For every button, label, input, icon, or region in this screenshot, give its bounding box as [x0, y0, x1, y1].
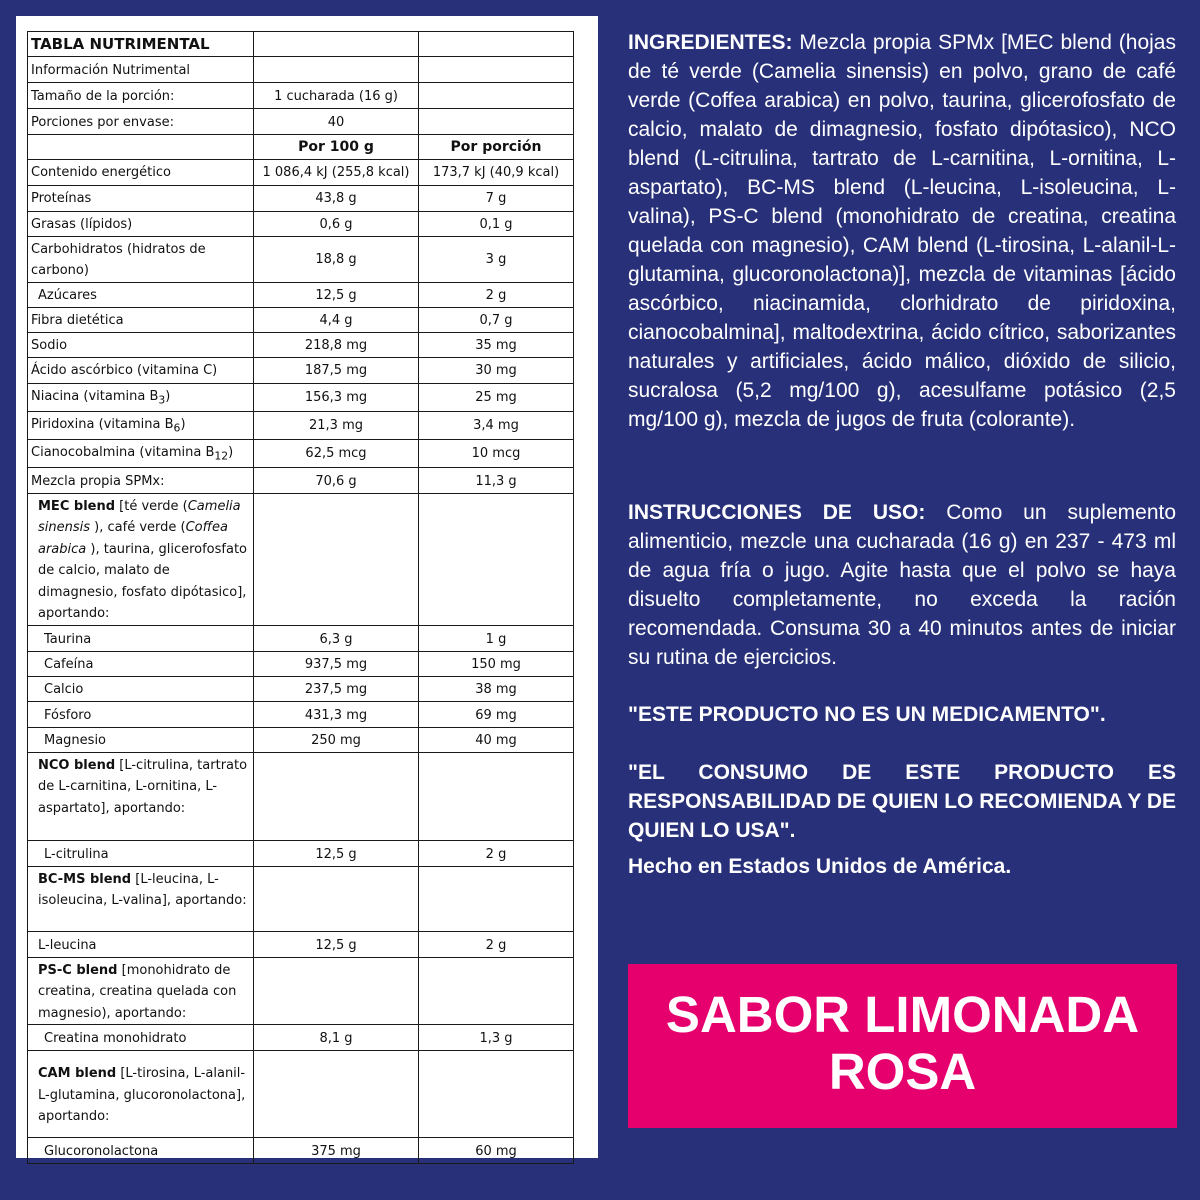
row-per-serving: 1 g — [419, 625, 574, 651]
row-label: Grasas (lípidos) — [28, 211, 254, 236]
table-row — [28, 332, 574, 357]
row-per-serving: 40 mg — [419, 727, 574, 752]
row-per100: 12,5 g — [254, 931, 419, 957]
flavor-line-2: ROSA — [828, 1043, 977, 1100]
nco-blend-description: NCO blend [L-citrulina, tartrato de L-carnitina, L-ornitina, L-aspartato], aportando: — [28, 752, 254, 840]
label-text-column — [628, 28, 1176, 881]
table-row — [28, 840, 574, 866]
row-per-serving: 1,3 g — [419, 1025, 574, 1051]
column-header-row — [28, 135, 574, 160]
row-label: Mezcla propia SPMx: — [28, 467, 254, 493]
row-per-serving: 2 g — [419, 840, 574, 866]
row-label: Magnesio — [28, 727, 254, 752]
row-per-serving: 25 mg — [419, 383, 574, 411]
row-per100: 1 086,4 kJ (255,8 kcal) — [254, 159, 419, 185]
row-per100: 431,3 mg — [254, 701, 419, 727]
row-per100: 250 mg — [254, 727, 419, 752]
row-per-serving: 60 mg — [419, 1138, 574, 1164]
table-row — [28, 185, 574, 211]
row-per100: 21,3 mg — [254, 411, 419, 439]
info-label: Información Nutrimental — [28, 57, 254, 83]
row-label: Fósforo — [28, 701, 254, 727]
row-label: Sodio — [28, 332, 254, 357]
blend-header-row — [28, 866, 574, 931]
row-per100: 0,6 g — [254, 211, 419, 236]
mec-blend-description: MEC blend [té verde (Camelia sinensis ), café verde (Coffea arabica ), taurina, glicerofosfato de calcio, malato de dimagnesio, fosfato dipótasico], aportando: — [28, 493, 254, 625]
row-label: Proteínas — [28, 185, 254, 211]
col-per100-header: Por 100 g — [254, 135, 419, 160]
row-label: Niacina (vitamina $B_3$) — [28, 383, 254, 411]
row-label: Azúcares — [28, 282, 254, 307]
col-perserving-header: Por porción — [419, 135, 574, 160]
serving-size-label: Tamaño de la porción: — [28, 83, 254, 109]
servings-label: Porciones por envase: — [28, 109, 254, 135]
ingredients-heading: INGREDIENTES: — [628, 31, 793, 54]
table-row — [28, 83, 574, 109]
row-per100: 70,6 g — [254, 467, 419, 493]
table-row — [28, 236, 574, 282]
blend-header-row — [28, 957, 574, 1025]
row-per100: 937,5 mg — [254, 651, 419, 676]
row-per100: 62,5 mcg — [254, 439, 419, 467]
row-label: Cianocobalmina (vitamina $B_{12}$) — [28, 439, 254, 467]
table-row — [28, 109, 574, 135]
psc-blend-description: PS-C blend [monohidrato de creatina, creatina quelada con magnesio), aportando: — [28, 957, 254, 1025]
ingredients-paragraph — [628, 28, 1176, 498]
flavor-banner — [628, 964, 1177, 1128]
table-title: TABLA NUTRIMENTAL — [28, 32, 254, 57]
row-label: Creatina monohidrato — [28, 1025, 254, 1051]
row-per100: 43,8 g — [254, 185, 419, 211]
warning-not-medicine: "ESTE PRODUCTO NO ES UN MEDICAMENTO". — [628, 703, 1106, 726]
table-row — [28, 411, 574, 439]
row-per-serving: 10 mcg — [419, 439, 574, 467]
row-label: Taurina — [28, 625, 254, 651]
instructions-heading: INSTRUCCIONES DE USO: — [628, 501, 926, 524]
table-row — [28, 307, 574, 332]
row-label: Fibra dietética — [28, 307, 254, 332]
blend-header-row — [28, 493, 574, 625]
row-per-serving: 173,7 kJ (40,9 kcal) — [419, 159, 574, 185]
row-per-serving: 11,3 g — [419, 467, 574, 493]
table-row — [28, 676, 574, 701]
table-row — [28, 625, 574, 651]
row-per100: 218,8 mg — [254, 332, 419, 357]
instructions-paragraph — [628, 498, 1176, 700]
row-per100: 4,4 g — [254, 307, 419, 332]
row-label: Contenido energético — [28, 159, 254, 185]
ingredients-text: Mezcla propia SPMx [MEC blend (hojas de té verde (Camelia sinensis) en polvo, grano de café verde (Coffea arabica) en polvo, taurina, glicerofosfato de calcio, malato de dimagnesio, fosfato dipótasico), NCO blend (L-citrulina, tartrato de L-carnitina, L-ornitina, L-aspartato), BC-MS blend (L-leucina, L-isoleucina, L-valina), PS-C blend (monohidrato de creatina, creatina quelada con magnesio), CAM blend (L-tirosina, L-alanil-L-glutamina, glucoronolactona)], mezcla de vitaminas [ácido ascórbico, niacinamida, clorhidrato de piridoxina, cianocobalmina], maltodextrina, ácido cítrico, saborizantes naturales y artificiales, ácido málico, dióxido de silicio, sucralosa (5,2 mg/100 g), acesulfame potásico (2,5 mg/100 g), mezcla de jugos de fruta (colorante). — [628, 31, 1176, 431]
row-per100: 18,8 g — [254, 236, 419, 282]
nutrition-panel — [16, 16, 598, 1158]
row-per100: 12,5 g — [254, 282, 419, 307]
row-label: Calcio — [28, 676, 254, 701]
nutrition-table — [27, 31, 574, 1164]
row-per100: 375 mg — [254, 1138, 419, 1164]
row-per-serving: 3,4 mg — [419, 411, 574, 439]
row-per-serving: 0,1 g — [419, 211, 574, 236]
row-label: Glucoronolactona — [28, 1138, 254, 1164]
table-row — [28, 651, 574, 676]
row-per100: 237,5 mg — [254, 676, 419, 701]
table-row — [28, 57, 574, 83]
row-per-serving: 35 mg — [419, 332, 574, 357]
table-row — [28, 1025, 574, 1051]
instructions-text: Como un suplemento alimenticio, mezcle una cucharada (16 g) en 237 - 473 ml de agua fría o jugo. Agite hasta que el polvo se haya disuelto completamente, no exceda la ración recomendada. Consuma 30 a 40 minutos antes de iniciar su rutina de ejercicios. — [628, 501, 1177, 669]
row-label: Piridoxina (vitamina $B_6$) — [28, 411, 254, 439]
table-title-row — [28, 32, 574, 57]
row-label: L-leucina — [28, 931, 254, 957]
row-per-serving: 0,7 g — [419, 307, 574, 332]
table-row — [28, 931, 574, 957]
row-per-serving: 2 g — [419, 931, 574, 957]
table-row — [28, 701, 574, 727]
blend-header-row — [28, 1051, 574, 1138]
table-row — [28, 1138, 574, 1164]
row-per100: 156,3 mg — [254, 383, 419, 411]
row-label: Ácido ascórbico (vitamina C) — [28, 357, 254, 383]
row-label: Carbohidratos (hidratos de carbono) — [28, 236, 254, 282]
row-per100: 6,3 g — [254, 625, 419, 651]
bcms-blend-description: BC-MS blend [L-leucina, L-isoleucina, L-valina], aportando: — [28, 866, 254, 931]
row-per-serving: 69 mg — [419, 701, 574, 727]
warning-responsibility: "EL CONSUMO DE ESTE PRODUCTO ES RESPONSABILIDAD DE QUIEN LO RECOMIENDA Y DE QUIEN LO USA". — [628, 761, 1177, 842]
row-per-serving: 2 g — [419, 282, 574, 307]
table-row — [28, 383, 574, 411]
made-in-text: Hecho en Estados Unidos de América. — [628, 855, 1012, 878]
table-row — [28, 282, 574, 307]
table-row — [28, 159, 574, 185]
row-per-serving: 38 mg — [419, 676, 574, 701]
row-per-serving: 30 mg — [419, 357, 574, 383]
row-per100: 8,1 g — [254, 1025, 419, 1051]
row-per100: 187,5 mg — [254, 357, 419, 383]
row-label: L-citrulina — [28, 840, 254, 866]
cam-blend-description: CAM blend [L-tirosina, L-alanil-L-glutamina, glucoronolactona], aportando: — [28, 1051, 254, 1138]
table-row — [28, 467, 574, 493]
blend-header-row — [28, 752, 574, 840]
row-per-serving: 3 g — [419, 236, 574, 282]
table-row — [28, 439, 574, 467]
serving-size-value: 1 cucharada (16 g) — [254, 83, 419, 109]
table-row — [28, 357, 574, 383]
row-per-serving: 150 mg — [419, 651, 574, 676]
row-label: Cafeína — [28, 651, 254, 676]
row-per100: 12,5 g — [254, 840, 419, 866]
flavor-line-1: SABOR LIMONADA — [665, 986, 1140, 1043]
table-row — [28, 727, 574, 752]
servings-value: 40 — [254, 109, 419, 135]
row-per-serving: 7 g — [419, 185, 574, 211]
table-row — [28, 211, 574, 236]
